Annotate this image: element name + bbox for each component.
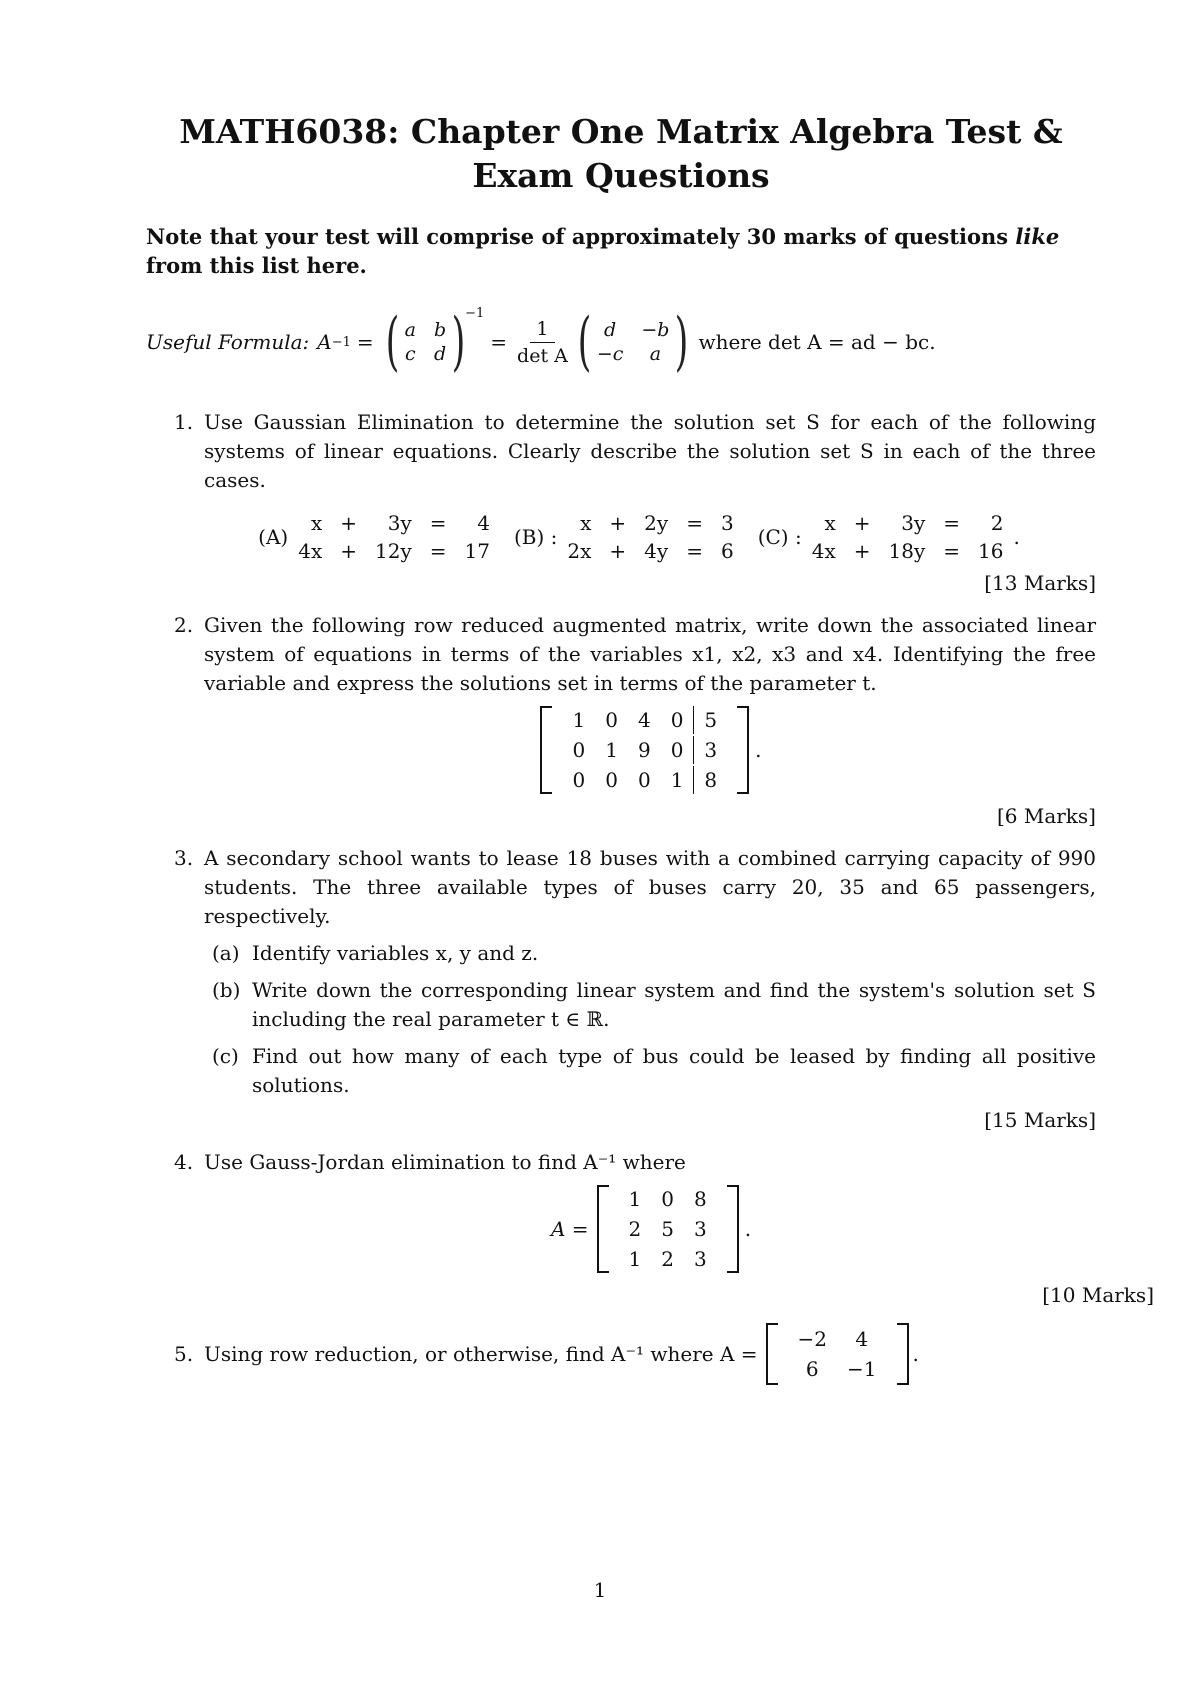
matrix-grid (562, 706, 727, 794)
formula-eq2: = (490, 330, 508, 354)
right-paren: ) (675, 305, 689, 379)
term: 4x (811, 539, 836, 563)
matrix-entry: −1 (847, 1357, 877, 1381)
matrix-entry: 3 (693, 736, 727, 764)
term: 2 (990, 511, 1004, 535)
term: 17 (464, 539, 490, 563)
right-paren: ) (451, 305, 466, 379)
operator: + (609, 539, 627, 563)
question-number: 1. (174, 410, 194, 434)
system-label: (B) : (513, 525, 558, 549)
matrix-entry: 0 (670, 708, 684, 732)
matrix-entry: 0 (605, 708, 618, 732)
matrix-entry: b (433, 319, 447, 341)
left-bracket (540, 706, 552, 794)
question-text: Given the following row reduced augmented matrix, write down the associated linear system of equations in terms of the variables x1, x2, x3 and x4. Identifying the free variable and express the solutions set in terms of the parameter t. (204, 613, 1096, 695)
matrix-entry: 1 (628, 1247, 642, 1271)
fraction-denominator: det A (517, 344, 568, 367)
matrix-entry: 8 (693, 766, 727, 794)
formula-matrix (405, 319, 447, 365)
term: 2y (644, 511, 669, 535)
question-number: 3. (174, 846, 194, 870)
matrix-entry: 0 (670, 738, 684, 762)
question-5 (146, 1323, 1096, 1385)
system-a (298, 509, 490, 565)
question-2 (146, 611, 1096, 698)
system-label: (C) : (757, 525, 802, 549)
term: 2x (567, 539, 592, 563)
term: x (310, 511, 323, 535)
left-paren: ( (385, 305, 400, 379)
matrix-entry: 1 (605, 738, 618, 762)
term: 6 (720, 539, 734, 563)
marks-label: [6 Marks] (996, 804, 1096, 828)
formula-where: where det A = ad − bc. (698, 330, 936, 354)
matrix-entry: 0 (605, 768, 618, 792)
useful-formula (146, 296, 1096, 388)
operator: + (853, 511, 871, 535)
term: 18y (888, 539, 926, 563)
formula-fraction (517, 318, 568, 367)
note-text-before: Note that your test will comprise of approximately 30 marks of questions (146, 224, 1016, 249)
question-text: Using row reduction, or otherwise, find A⁻¹ where A = (204, 1341, 758, 1366)
augmented-matrix (206, 706, 1096, 794)
part-text: Identify variables x, y and z. (252, 941, 539, 965)
formula-outer-sup: −1 (465, 306, 485, 321)
matrix-lhs: A = (550, 1217, 589, 1241)
question-1 (146, 408, 1096, 495)
marks-label: [10 Marks] (1042, 1283, 1154, 1307)
system-c (812, 509, 1004, 565)
matrix-a (206, 1185, 1096, 1273)
formula-lhs: A (317, 330, 332, 354)
part-label: (a) (212, 941, 240, 965)
right-bracket (737, 706, 749, 794)
trailing-period: . (1013, 525, 1020, 549)
matrix-entry: d (604, 319, 617, 341)
matrix-entry: 4 (855, 1327, 869, 1351)
note-text-after: from this list here. (146, 253, 367, 278)
term: 3y (901, 511, 926, 535)
right-bracket (897, 1323, 909, 1385)
operator: = (686, 511, 703, 535)
question-text: A secondary school wants to lease 18 buses with a combined carrying capacity of 990 students. The three available types of buses carry 20, 35 and 65 passengers, respectively. (204, 846, 1096, 928)
question-number: 2. (174, 613, 194, 637)
question-3 (146, 844, 1096, 1100)
matrix-entry: 0 (637, 768, 651, 792)
document-title: MATH6038: Chapter One Matrix Algebra Test & Exam Questions (179, 112, 1063, 195)
system-label: (A) (258, 525, 289, 549)
matrix-entry: 1 (628, 1187, 642, 1211)
matrix-entry: 4 (637, 708, 651, 732)
formula-label: Useful Formula: (146, 330, 310, 354)
term: 16 (978, 539, 1004, 563)
matrix-entry: a (649, 343, 662, 365)
question-part (204, 939, 1096, 968)
matrix-entry: −c (596, 343, 624, 365)
matrix-entry: 3 (693, 1247, 707, 1271)
term: 4x (298, 539, 323, 563)
part-text: Find out how many of each type of bus could be leased by finding all positive solutions. (252, 1044, 1096, 1097)
question-text: Use Gaussian Elimination to determine the solution set S for each of the following systems of linear equations. Clearly describe the solution set S in each of the three cases. (204, 410, 1096, 492)
matrix-entry: 5 (661, 1217, 674, 1241)
term: 12y (375, 539, 412, 563)
matrix-entry: 9 (637, 738, 651, 762)
trailing-period: . (755, 738, 762, 762)
matrix-entry: c (404, 343, 416, 365)
matrix-entry: a (404, 319, 416, 341)
part-text: Write down the corresponding linear system and find the system's solution set S including the real parameter t ∈ ℝ. (252, 978, 1096, 1031)
matrix-entry: 3 (693, 1217, 707, 1241)
question-parts (204, 939, 1096, 1100)
question-part (204, 1042, 1096, 1100)
matrix-entry: 2 (661, 1247, 674, 1271)
document-page (146, 110, 1154, 1385)
left-bracket (766, 1323, 778, 1385)
term: 3 (720, 511, 734, 535)
question-number: 4. (174, 1150, 194, 1174)
matrix-entry: 2 (628, 1217, 642, 1241)
term: 3y (387, 511, 412, 535)
linear-systems (182, 509, 1096, 565)
formula-lhs-sup: −1 (331, 334, 351, 350)
matrix-entry: 0 (572, 738, 586, 762)
left-paren: ( (577, 305, 592, 379)
operator: = (943, 511, 961, 535)
operator: + (609, 511, 627, 535)
matrix-entry: 8 (693, 1187, 707, 1211)
formula-eq1: = (356, 330, 374, 354)
operator: = (686, 539, 703, 563)
question-text: Use Gauss-Jordan elimination to find A⁻¹ where (204, 1150, 686, 1174)
matrix-grid (788, 1325, 887, 1383)
matrix-entry: −b (641, 319, 670, 341)
matrix-entry: 0 (661, 1187, 674, 1211)
operator: + (340, 539, 358, 563)
page-number: 1 (593, 1578, 607, 1602)
system-b (567, 509, 733, 565)
marks-label: [13 Marks] (984, 571, 1096, 595)
adjugate-matrix (597, 319, 670, 365)
term: 4 (477, 511, 490, 535)
note-paragraph (146, 222, 1096, 280)
matrix-entry: 6 (805, 1357, 819, 1381)
term: x (580, 511, 592, 535)
right-bracket (727, 1185, 739, 1273)
term: 4y (644, 539, 669, 563)
operator: + (340, 511, 358, 535)
note-emphasis: like (1015, 224, 1060, 249)
matrix-entry: 1 (572, 708, 586, 732)
trailing-period: . (744, 1217, 752, 1241)
matrix-grid (619, 1185, 717, 1273)
term: x (824, 511, 836, 535)
trailing-period: . (912, 1341, 919, 1366)
part-label: (b) (212, 978, 241, 1002)
fraction-numerator: 1 (530, 318, 554, 343)
matrix-entry: 1 (670, 768, 684, 792)
operator: = (429, 511, 447, 535)
matrix-entry: 5 (693, 706, 727, 734)
matrix-entry: −2 (797, 1327, 828, 1351)
question-number: 5. (174, 1341, 194, 1366)
matrix-entry: 0 (572, 768, 586, 792)
question-part (204, 976, 1096, 1034)
left-bracket (597, 1185, 609, 1273)
part-label: (c) (212, 1044, 239, 1068)
question-4 (146, 1148, 1096, 1177)
matrix-entry: d (433, 343, 447, 365)
operator: + (853, 539, 871, 563)
marks-label: [15 Marks] (984, 1108, 1096, 1132)
operator: = (429, 539, 447, 563)
operator: = (943, 539, 961, 563)
